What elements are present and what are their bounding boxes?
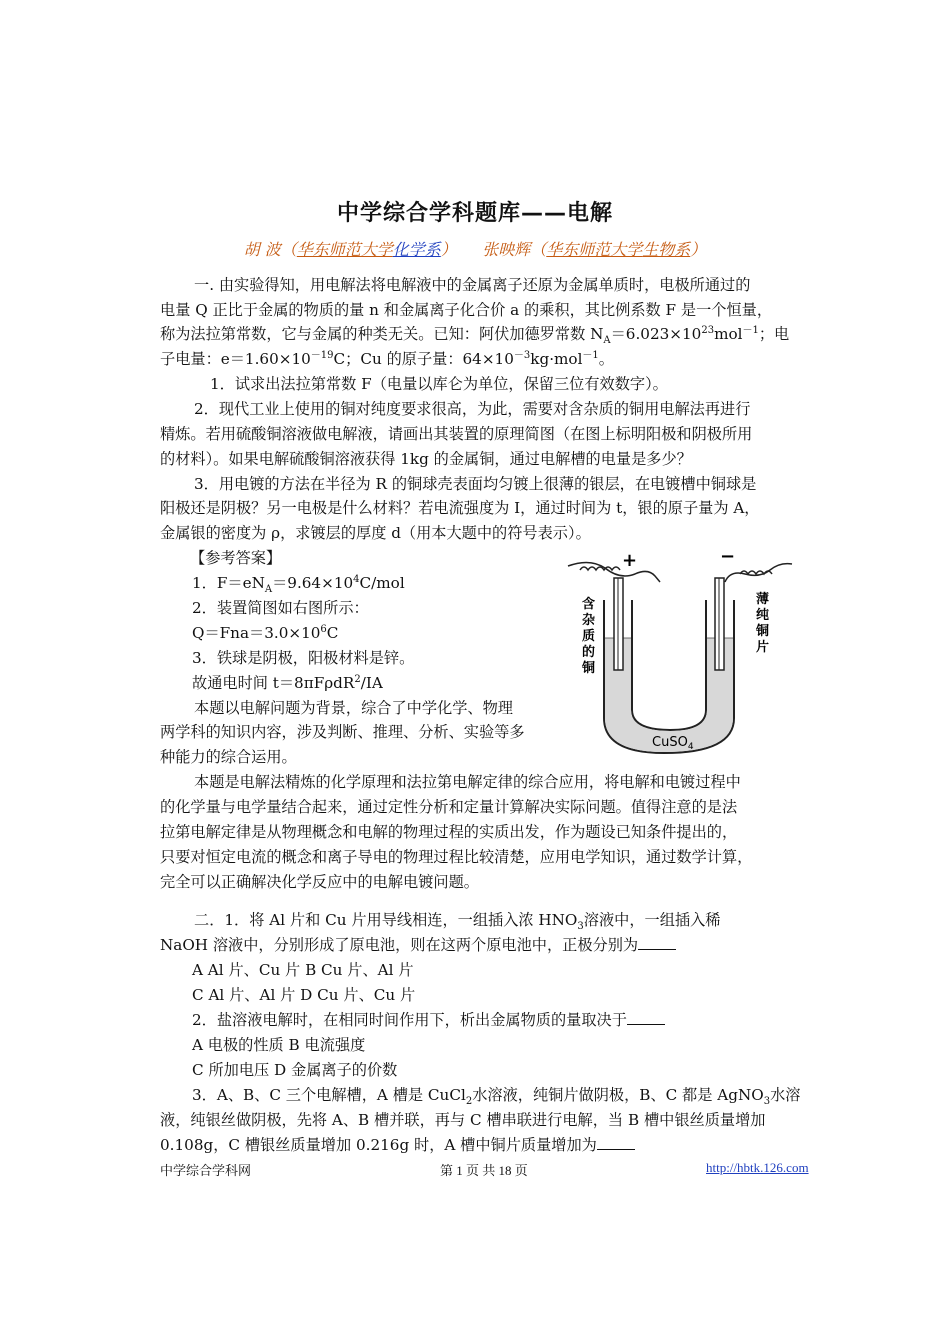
text-line: 拉第电解定律是从物理概念和电解的物理过程的实质出发，作为题设已知条件提出的，	[160, 823, 738, 841]
svg-text:片: 片	[756, 640, 770, 655]
answer-3: 3．铁球是阴极，阳极材料是锌。	[192, 649, 415, 667]
text-line: 称为法拉第常数，它与金属的种类无关。已知：阿伏加德罗常数 $N_A=6.023\times 10^{23}mol^{-1}$；电	[160, 324, 790, 347]
option-line: A Al 片、Cu 片 B Cu 片、Al 片	[192, 961, 414, 979]
answer-2: 2．装置简图如右图所示：	[192, 599, 369, 617]
text-line: 两学科的知识内容，涉及判断、推理、分析、实验等多	[160, 723, 525, 741]
text-line: 液，纯银丝做阴极，先将 A、B 槽并联，再与 C 槽串联进行电解，当 B 槽中银丝质量增加	[160, 1111, 766, 1129]
option-line: C Al 片、Al 片 D Cu 片、Cu 片	[192, 986, 416, 1004]
paren-open: （	[530, 240, 547, 259]
u-tube-inner	[632, 600, 706, 730]
svg-text:铜: 铜	[582, 661, 596, 676]
answer-heading: 【参考答案】	[190, 549, 282, 567]
cuso4-label: CuSO$_4$	[652, 735, 694, 752]
text-line: 精炼。若用硫酸铜溶液做电解液，请画出其装置的原理简图（在图上标明阳极和阴极所用	[160, 425, 753, 443]
footer-page-number: 第 1 页 共 18 页	[440, 1163, 528, 1178]
text-line: 电量 Q 正比于金属的物质的量 n 和金属离子化合价 a 的乘积，其比例系数 F 是一个恒量，	[160, 301, 773, 319]
question-3: 3．用电镀的方法在半径为 R 的铜球壳表面均匀镀上很薄的银层，在电镀槽中铜球是	[194, 475, 757, 493]
footer-site-name: 中学综合学科网	[160, 1163, 252, 1178]
impure-copper-label	[581, 596, 595, 676]
text-line: 只要对恒定电流的概念和离子导电的物理过程比较清楚，应用电学知识，通过数学计算，	[160, 848, 753, 866]
question-2-1: 二．1．将 Al 片和 Cu 片用导线相连，一组插入浓 $HNO_3$溶液中，一组插入稀	[194, 911, 721, 933]
text-line: 完全可以正确解决化学反应中的电解电镀问题。	[160, 873, 479, 891]
plus-sign: +	[622, 550, 638, 571]
text-line: NaOH 溶液中，分别形成了原电池，则在这两个原电池中，正极分别为	[160, 935, 676, 955]
answer-blank	[638, 935, 676, 950]
answer-3-formula: 故通电时间 t＝8πFρdR$^2$/IA	[192, 673, 383, 692]
affiliation-link-chem[interactable]: 化学系	[392, 240, 441, 259]
svg-text:的: 的	[582, 645, 596, 660]
text-line: 种能力的综合运用。	[160, 748, 297, 766]
option-line: A 电极的性质 B 电流强度	[192, 1036, 366, 1054]
pure-copper-label	[755, 591, 769, 655]
svg-text:铜: 铜	[756, 624, 770, 639]
affiliation-link-ecnu[interactable]: 华东师范大学	[296, 240, 393, 259]
text-line: 本题是电解法精炼的化学原理和法拉第电解定律的综合应用，将电解和电镀过程中	[194, 773, 741, 791]
electrolysis-diagram	[560, 548, 795, 760]
svg-text:薄: 薄	[756, 592, 770, 607]
text-line: 本题以电解问题为背景，综合了中学化学、物理	[194, 699, 513, 717]
footer-url-link[interactable]: http://hbtk.126.com	[706, 1160, 809, 1175]
paren-close: ）	[690, 240, 707, 259]
svg-text:质: 质	[582, 629, 596, 644]
author-line	[0, 237, 950, 260]
question-1: 1．试求出法拉第常数 F（电量以库仑为单位，保留三位有效数字）。	[210, 375, 668, 393]
question-2-2: 2．盐溶液电解时，在相同时间作用下，析出金属物质的量取决于	[192, 1010, 665, 1030]
answer-blank	[627, 1010, 665, 1025]
page-title: 中学综合学科题库——电解	[336, 201, 613, 226]
text-line: 子电量：$e=1.60\times 10^{-19}C$；Cu 的原子量：$64\times 10^{-3}kg\cdot mol^{-1}$。	[160, 349, 614, 368]
paren-open: （	[280, 240, 297, 259]
text-line: 0.108g，C 槽银丝质量增加 0.216g 时，A 槽中铜片质量增加为	[160, 1135, 635, 1155]
text-line: 金属银的密度为 ρ，求镀层的厚度 d（用本大题中的符号表示）。	[160, 524, 591, 542]
text-line: 阳极还是阴极？另一电极是什么材料？若电流强度为 I，通过时间为 t，银的原子量为 A，	[160, 499, 760, 517]
minus-sign: −	[720, 548, 736, 567]
answer-2-formula: $Q=Fna=3.0\times 10^6C$	[192, 623, 339, 642]
text-line: 的材料）。如果电解硫酸铜溶液获得 1kg 的金属铜，通过电解槽的电量是多少？	[160, 450, 692, 468]
question-2: 2．现代工业上使用的铜对纯度要求很高，为此，需要对含杂质的铜用电解法再进行	[194, 400, 751, 418]
affiliation-link-bio[interactable]: 生物系	[642, 240, 691, 259]
affiliation-link-ecnu-2[interactable]: 华东师范大学	[546, 240, 643, 259]
question-2-3: 3．A、B、C 三个电解槽，A 槽是 CuCl$_2$水溶液，纯铜片做阴极，B、C 都是 AgNO$_3$水溶	[192, 1086, 801, 1108]
text-line: 一. 由实验得知，用电解法将电解液中的金属离子还原为金属单质时，电极所通过的	[194, 276, 751, 294]
answer-1: 1．$F=eN_A=9.64\times 10^4C$/mol	[192, 573, 405, 596]
option-line: C 所加电压 D 金属离子的价数	[192, 1061, 398, 1079]
paren-close: ）	[440, 240, 457, 259]
svg-text:杂: 杂	[582, 613, 596, 628]
author-hu-bo: 胡 波	[243, 240, 281, 259]
answer-blank	[597, 1135, 635, 1150]
svg-text:纯: 纯	[756, 608, 770, 623]
svg-text:含: 含	[582, 597, 596, 612]
author-zhang: 张映辉	[482, 240, 531, 259]
text-line: 的化学量与电学量结合起来，通过定性分析和定量计算解决实际问题。值得注意的是法	[160, 798, 738, 816]
